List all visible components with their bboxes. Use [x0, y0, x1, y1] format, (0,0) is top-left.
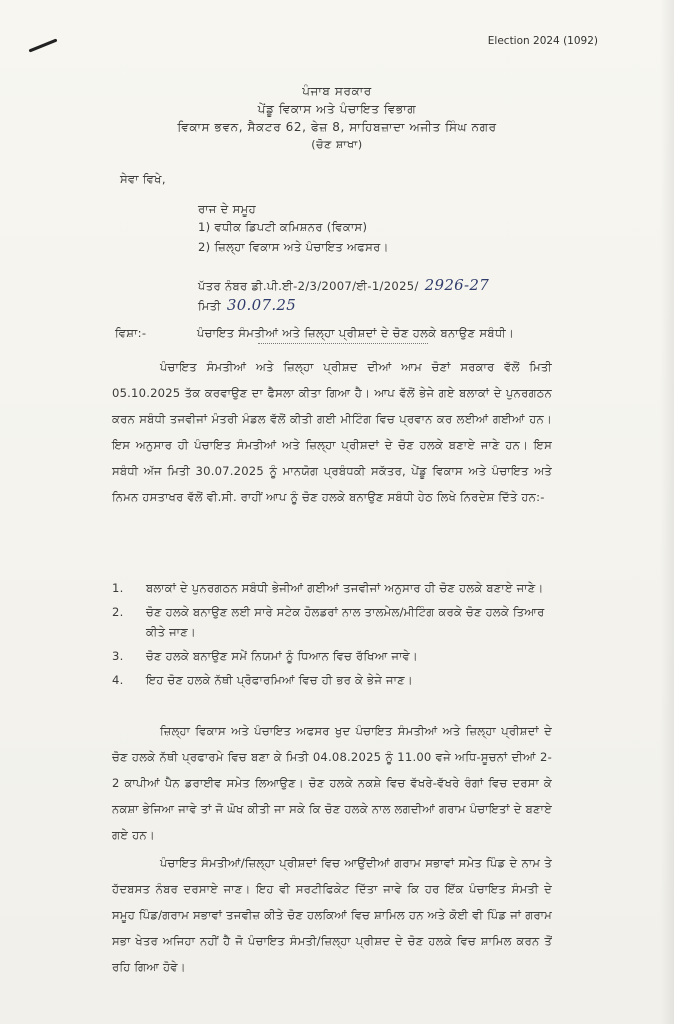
- list-item-text: ਚੋਣ ਹਲਕੇ ਬਨਾਉਣ ਲਈ ਸਾਰੇ ਸਟੇਕ ਹੋਲਡਰਾਂ ਨਾਲ ਤਾਲਮੇਲ/ਮੀਟਿੰਗ ਕਰਕੇ ਚੋਣ ਹਲਕੇ ਤਿਆਰ ਕੀਤੇ ਜਾਣ।: [146, 605, 545, 639]
- header-department: ਪੇਂਡੂ ਵਿਕਾਸ ਅਤੇ ਪੰਚਾਇਤ ਵਿਭਾਗ: [257, 102, 417, 116]
- letter-number-label: ਪੱਤਰ ਨੰਬਰ ਡੀ.ਪੀ.ਈ-2/3/2007/ਈ-1/2025/: [198, 279, 419, 293]
- body-paragraph-2: ਜ਼ਿਲ੍ਹਾ ਵਿਕਾਸ ਅਤੇ ਪੰਚਾਇਤ ਅਫਸਰ ਖੁਦ ਪੰਚਾਇਤ ਸੰਮਤੀਆਂ ਅਤੇ ਜ਼ਿਲ੍ਹਾ ਪ੍ਰੀਸ਼ਦਾਂ ਦੇ ਚੋਣ ਹਲਕੇ ਨੱਥੀ ਪ੍ਰਫਾਰਮੇ ਵਿਚ ਬਣਾ ਕੇ ਮਿਤੀ 04.08.2025 ਨੂੰ 11.00 ਵਜੇ ਅਧਿ-ਸੂਚਨਾਂ ਦੀਆਂ 2-2 ਕਾਪੀਆਂ ਪੈਨ ਡਰਾਈਵ ਸਮੇਤ ਲਿਆਉਣ। ਚੋਣ ਹਲਕੇ ਨਕਸ਼ੇ ਵਿਚ ਵੱਖਰੇ-ਵੱਖਰੇ ਰੰਗਾਂ ਵਿਚ ਦਰਸਾ ਕੇ ਨਕਸ਼ਾ ਭੇਜਿਆ ਜਾਵੇ ਤਾਂ ਜੋ ਘੋਖ ਕੀਤੀ ਜਾ ਸਕੇ ਕਿ ਚੋਣ ਹਲਕੇ ਨਾਲ ਲਗਦੀਆਂ ਗਰਾਮ ਪੰਚਾਇਤਾਂ ਦੇ ਬਣਾਏ ਗਏ ਹਨ।: [112, 724, 552, 842]
- list-item-text: ਚੋਣ ਹਲਕੇ ਬਨਾਉਣ ਸਮੇਂ ਨਿਯਮਾਂ ਨੂੰ ਧਿਆਨ ਵਿਚ ਰੱਖਿਆ ਜਾਵੇ।: [146, 649, 418, 663]
- subject-text: ਪੰਚਾਇਤ ਸੰਮਤੀਆਂ ਅਤੇ ਜ਼ਿਲ੍ਹਾ ਪ੍ਰੀਸ਼ਦਾਂ ਦੇ ਚੋਣ ਹਲਕੇ ਬਨਾਉਣ ਸਬੰਧੀ।: [197, 326, 515, 340]
- header-address: ਵਿਕਾਸ ਭਵਨ, ਸੈਕਟਰ 62, ਫੇਜ਼ 8, ਸਾਹਿਬਜ਼ਾਦਾ ਅਜੀਤ ਸਿੰਘ ਨਗਰ: [177, 120, 497, 134]
- body-paragraph-3: ਪੰਚਾਇਤ ਸੰਮਤੀਆਂ/ਜ਼ਿਲ੍ਹਾ ਪ੍ਰੀਸ਼ਦਾਂ ਵਿਚ ਆਉਂਦੀਆਂ ਗਰਾਮ ਸਭਾਵਾਂ ਸਮੇਤ ਪਿੰਡ ਦੇ ਨਾਮ ਤੇ ਹੱਦਬਸਤ ਨੰਬਰ ਦਰਸਾਏ ਜਾਣ। ਇਹ ਵੀ ਸਰਟੀਫਿਕੇਟ ਦਿੱਤਾ ਜਾਵੇ ਕਿ ਹਰ ਇੱਕ ਪੰਚਾਇਤ ਸੰਮਤੀ ਦੇ ਸਮੂਹ ਪਿੰਡ/ਗਰਾਮ ਸਭਾਵਾਂ ਤਜਵੀਜ਼ ਕੀਤੇ ਚੋਣ ਹਲਕਿਆਂ ਵਿਚ ਸ਼ਾਮਿਲ ਹਨ ਅਤੇ ਕੋਈ ਵੀ ਪਿੰਡ ਜਾਂ ਗਰਾਮ ਸਭਾ ਖੇਤਰ ਅਜਿਹਾ ਨਹੀਂ ਹੈ ਜੋ ਪੰਚਾਇਤ ਸੰਮਤੀ/ਜ਼ਿਲ੍ਹਾ ਪ੍ਰੀਸ਼ਦ ਦੇ ਚੋਣ ਹਲਕੇ ਵਿਚ ਸ਼ਾਮਿਲ ਕਰਨ ਤੋਂ ਰਹਿ ਗਿਆ ਹੋਵੇ।: [112, 856, 552, 974]
- subject-underline: [258, 343, 428, 344]
- letter-number-handwritten: 2926-27: [424, 276, 490, 294]
- list-item-number: 4.: [112, 673, 124, 687]
- date-handwritten: 30.07.25: [226, 296, 297, 314]
- date-label: ਮਿਤੀ: [198, 299, 221, 313]
- list-item-text: ਬਲਾਕਾਂ ਦੇ ਪੁਨਰਗਠਨ ਸਬੰਧੀ ਭੇਜੀਆਂ ਗਈਆਂ ਤਜਵੀਜਾਂ ਅਨੁਸਾਰ ਹੀ ਚੋਣ ਹਲਕੇ ਬਣਾਏ ਜਾਣੇ।: [146, 581, 544, 595]
- subject-label: ਵਿਸ਼ਾ:-: [115, 326, 147, 340]
- list-item: [112, 670, 552, 690]
- list-item: [112, 578, 552, 598]
- list-item-text: ਇਹ ਚੋਣ ਹਲਕੇ ਨੱਥੀ ਪ੍ਰੋਫਾਰਮਿਆਂ ਵਿਚ ਹੀ ਭਰ ਕੇ ਭੇਜੇ ਜਾਣ।: [146, 673, 413, 687]
- salutation: ਸੇਵਾ ਵਿਖੇ,: [120, 172, 166, 186]
- recipient-2: 2) ਜ਼ਿਲ੍ਹਾ ਵਿਕਾਸ ਅਤੇ ਪੰਚਾਇਤ ਅਫਸਰ।: [198, 240, 389, 254]
- header-branch: (ਚੋਣ ਸ਼ਾਖਾ): [311, 138, 363, 151]
- pen-stroke-mark: [29, 38, 58, 52]
- list-item: [112, 646, 552, 666]
- letter-date: [198, 296, 296, 314]
- list-item-number: 1.: [112, 581, 124, 595]
- list-item-number: 3.: [112, 649, 124, 663]
- recipient-1: 1) ਵਧੀਕ ਡਿਪਟੀ ਕਮਿਸ਼ਨਰ (ਵਿਕਾਸ): [198, 220, 368, 234]
- recipient-intro: ਰਾਜ ਦੇ ਸਮੂਹ: [198, 202, 256, 216]
- list-item: [112, 602, 552, 642]
- instruction-list: [112, 578, 552, 694]
- list-item-number: 2.: [112, 605, 124, 619]
- header-government: ਪੰਜਾਬ ਸਰਕਾਰ: [302, 84, 372, 98]
- tracking-number: Election 2024 (1092): [487, 35, 598, 47]
- page-edge-shadow: [660, 0, 674, 1024]
- body-paragraph-1: ਪੰਚਾਇਤ ਸੰਮਤੀਆਂ ਅਤੇ ਜ਼ਿਲ੍ਹਾ ਪ੍ਰੀਸ਼ਦ ਦੀਆਂ ਆਮ ਚੋਣਾਂ ਸਰਕਾਰ ਵੱਲੋਂ ਮਿਤੀ 05.10.2025 ਤੱਕ ਕਰਵਾਉਣ ਦਾ ਫੈਸਲਾ ਕੀਤਾ ਗਿਆ ਹੈ। ਆਪ ਵੱਲੋਂ ਭੇਜੇ ਗਏ ਬਲਾਕਾਂ ਦੇ ਪੁਨਰਗਠਨ ਕਰਨ ਸਬੰਧੀ ਤਜਵੀਜਾਂ ਮੰਤਰੀ ਮੰਡਲ ਵੱਲੋਂ ਕੀਤੀ ਗਈ ਮੀਟਿੰਗ ਵਿਚ ਪ੍ਰਵਾਨ ਕਰ ਲਈਆਂ ਗਈਆਂ ਹਨ। ਇਸ ਅਨੁਸਾਰ ਹੀ ਪੰਚਾਇਤ ਸੰਮਤੀਆਂ ਅਤੇ ਜ਼ਿਲ੍ਹਾ ਪ੍ਰੀਸ਼ਦਾਂ ਦੇ ਚੋਣ ਹਲਕੇ ਬਣਾਏ ਜਾਣੇ ਹਨ। ਇਸ ਸਬੰਧੀ ਅੱਜ ਮਿਤੀ 30.07.2025 ਨੂੰ ਮਾਨਯੋਗ ਪ੍ਰਬੰਧਕੀ ਸਕੱਤਰ, ਪੇਂਡੂ ਵਿਕਾਸ ਅਤੇ ਪੰਚਾਇਤ ਅਤੇ ਨਿਮਨ ਹਸਤਾਖਰ ਵੱਲੋਂ ਵੀ.ਸੀ. ਰਾਹੀਂ ਆਪ ਨੂੰ ਚੋਣ ਹਲਕੇ ਬਨਾਉਣ ਸਬੰਧੀ ਹੇਠ ਲਿਖੇ ਨਿਰਦੇਸ਼ ਦਿੱਤੇ ਹਨ:-: [112, 360, 552, 504]
- letter-number: [198, 276, 489, 294]
